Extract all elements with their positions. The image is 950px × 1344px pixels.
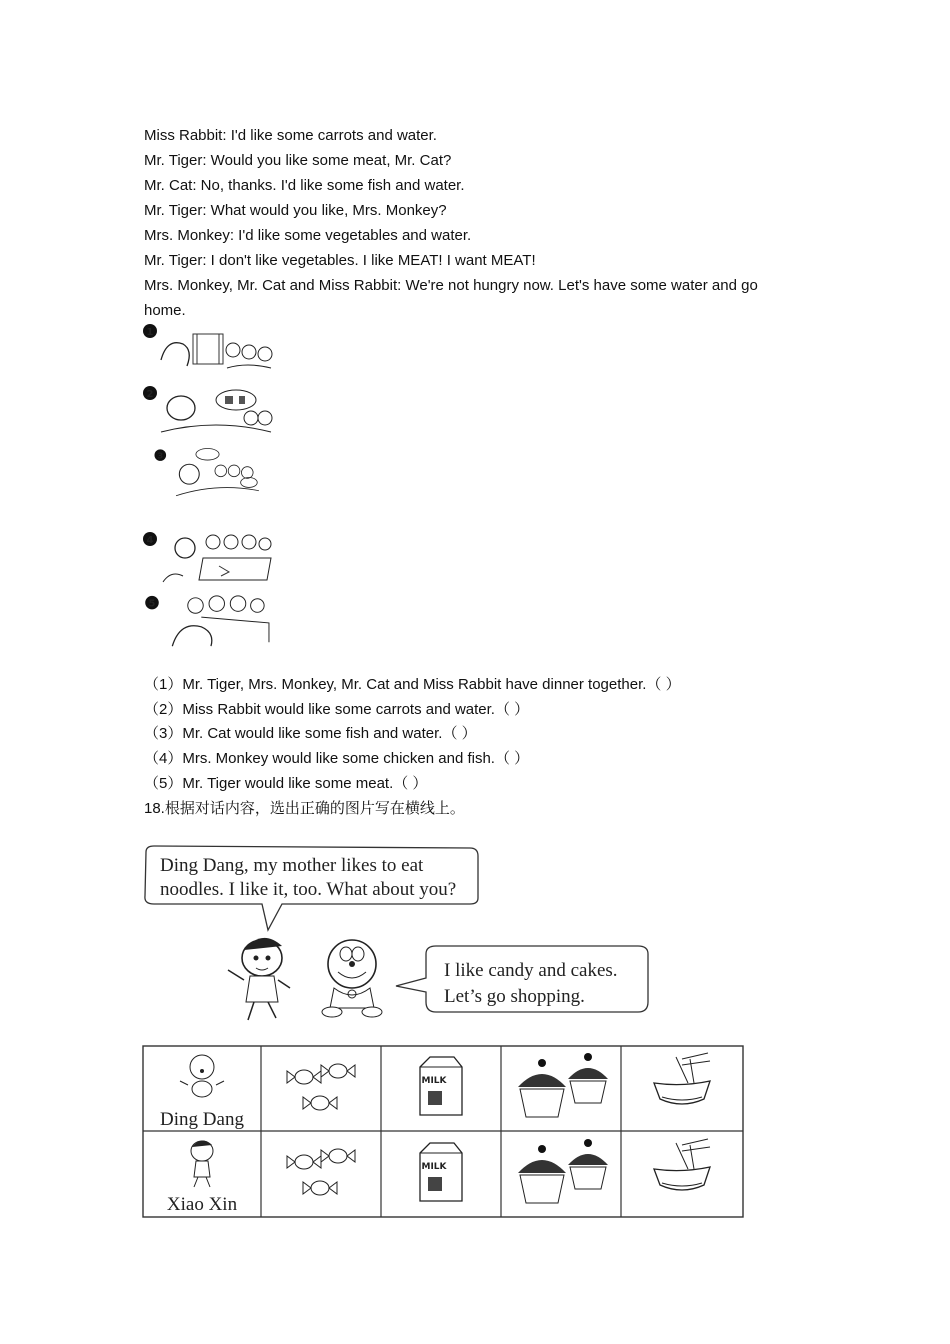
- xiao-xin-figure: [228, 938, 290, 1020]
- comic-panel-4: [141, 528, 279, 586]
- dialogue-line-2: Mr. Tiger: Would you like some meat, Mr. Cat?: [144, 152, 452, 169]
- svg-text:4: 4: [146, 535, 154, 546]
- question-4: （4）Mrs. Monkey would like some chicken and fish.（ ）: [144, 750, 530, 767]
- question-2: （2）Miss Rabbit would like some carrots and water.（ ）: [144, 701, 530, 718]
- section-18-heading: 18.根据对话内容，选出正确的图片写在横线上。: [144, 800, 465, 817]
- question-5: （5）Mr. Tiger would like some meat.（ ）: [144, 775, 428, 792]
- dialogue-line-7: Mrs. Monkey, Mr. Cat and Miss Rabbit: We're not hungry now. Let's have some water and go home.: [144, 277, 758, 319]
- bubble-1-line-1: Ding Dang, my mother likes to eat: [160, 855, 424, 876]
- bubble-2-line-1: I like candy and cakes.: [444, 960, 618, 981]
- row-1-name: Ding Dang: [160, 1109, 244, 1130]
- svg-text:MILK: MILK: [421, 1162, 447, 1172]
- bubble-2-line-2: Let’s go shopping.: [444, 986, 585, 1007]
- dialogue-line-6: Mr. Tiger: I don't like vegetables. I like MEAT! I want MEAT!: [144, 252, 536, 269]
- bubble-1-line-2: noodles. I like it, too. What about you?: [160, 879, 457, 900]
- svg-text:1: 1: [146, 327, 154, 338]
- milk-carton-icon: [420, 1143, 462, 1201]
- dialogue-line-4: Mr. Tiger: What would you like, Mrs. Monkey?: [144, 202, 447, 219]
- comic-panel-2: [141, 382, 279, 440]
- dialogue-line-1: Miss Rabbit: I'd like some carrots and water.: [144, 127, 437, 144]
- food-choice-table: [142, 1045, 745, 1220]
- svg-text:MILK: MILK: [421, 1076, 447, 1086]
- comic-panel-1: [141, 320, 279, 378]
- svg-text:3: 3: [157, 450, 164, 461]
- dialogue-illustration: [140, 840, 660, 1030]
- dialogue-line-5: Mrs. Monkey: I'd like some vegetables and water.: [144, 227, 472, 244]
- comic-panel-3: [141, 446, 279, 504]
- ding-dang-figure: [322, 940, 382, 1017]
- question-3: （3）Mr. Cat would like some fish and water.（ ）: [144, 725, 477, 742]
- svg-text:2: 2: [146, 389, 154, 400]
- question-1: （1）Mr. Tiger, Mrs. Monkey, Mr. Cat and Miss Rabbit have dinner together.（ ）: [144, 676, 681, 693]
- dialogue-line-3: Mr. Cat: No, thanks. I'd like some fish and water.: [144, 177, 465, 194]
- comic-panel-5: [141, 592, 279, 650]
- svg-text:5: 5: [148, 598, 156, 610]
- row-2-name: Xiao Xin: [166, 1194, 238, 1215]
- milk-carton-icon: [420, 1057, 462, 1115]
